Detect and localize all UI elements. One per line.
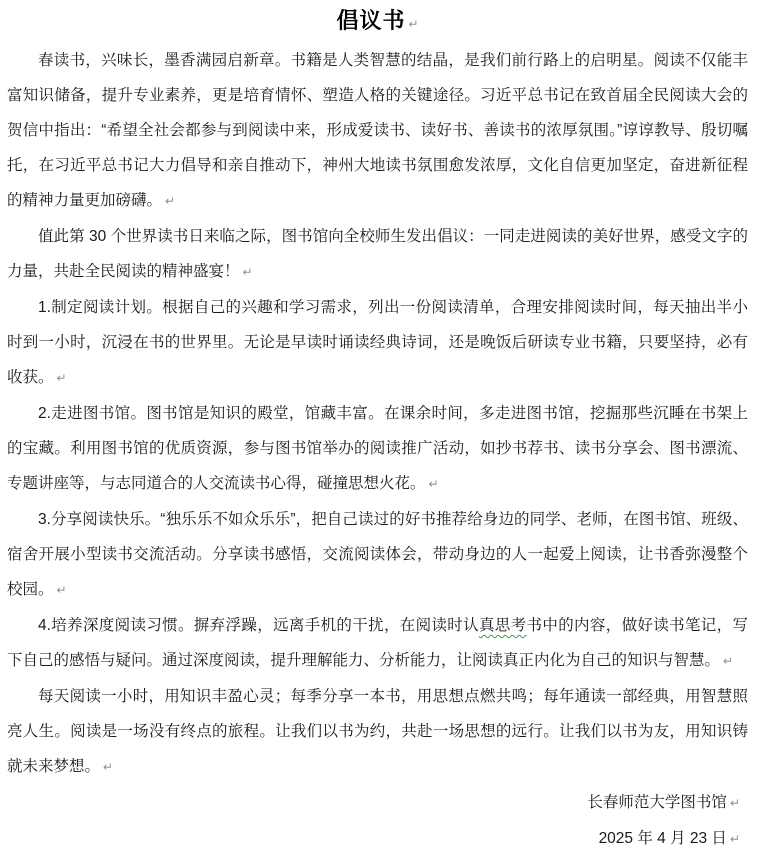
paragraph [7,43,748,219]
paragraph [7,396,748,502]
paragraph-text: 值此第 30 个世界读书日来临之际，图书馆向全校师生发出倡议：一同走进阅读的美好世界，感受文字的力量，共赴全民阅读的精神盛宴！ [7,228,748,280]
signature-line [7,785,748,821]
paragraph-text: 春读书，兴味长，墨香满园启新章。书籍是人类智慧的结晶，是我们前行路上的启明星。阅读不仅能丰富知识储备，提升专业素养，更是培育情怀、塑造人格的关键途径。习近平总书记在致首届全民阅读大会的贺信中指出：“希望全社会都参与到阅读中来，形成爱读书、读好书、善读书的浓厚氛围。”谆谆教导、殷切嘱托，在习近平总书记大力倡导和亲自推动下，神州大地读书氛围愈发浓厚，文化自信更加坚定，奋进新征程的精神力量更加磅礴。 [7,52,748,209]
paragraph-text: 3.分享阅读快乐。“独乐乐不如众乐乐”，把自己读过的好书推荐给身边的同学、老师，在图书馆、班级、宿舍开展小型读书交流活动。分享读书感悟，交流阅读体会，带动身边的人一起爱上阅读，让书香弥漫整个校园。 [7,511,748,598]
paragraph-mark: ↵ [56,371,67,385]
document-body [7,43,748,785]
date-line [7,821,748,857]
paragraph [7,219,748,290]
date-text: 2025 年 4 月 23 日 [598,830,727,847]
paragraph-text: 2.走进图书馆。图书馆是知识的殿堂，馆藏丰富。在课余时间，多走进图书馆，挖掘那些沉睡在书架上的宝藏。利用图书馆的优质资源，参与图书馆举办的阅读推广活动，如抄书荐书、读书分享会、图书漂流、专题讲座等，与志同道合的人交流读书心得，碰撞思想火花。 [7,405,748,492]
grammar-check-underlined-text: 真思考 [479,617,527,634]
signature-text: 长春师范大学图书馆 [587,794,727,811]
paragraph-mark: ↵ [242,265,253,279]
paragraph-text: 每天阅读一小时，用知识丰盈心灵；每季分享一本书，用思想点燃共鸣；每年通读一部经典，用智慧照亮人生。阅读是一场没有终点的旅程。让我们以书为约，共赴一场思想的远行。让我们以书为友，用知识铸就未来梦想。 [7,688,748,775]
paragraph-mark: ↵ [56,583,67,597]
paragraph-text: 1.制定阅读计划。根据自己的兴趣和学习需求，列出一份阅读清单，合理安排阅读时间，每天抽出半小时到一小时，沉浸在书的世界里。无论是早读时诵读经典诗词，还是晚饭后研读专业书籍，只要坚持，必有收获。 [7,299,748,386]
document-title-line [7,2,748,43]
paragraph-text: 4.培养深度阅读习惯。摒弃浮躁，远离手机的干扰，在阅读时认 [38,617,479,634]
paragraph-mark: ↵ [729,832,740,846]
paragraph-mark: ↵ [408,17,419,31]
paragraph [7,608,748,679]
paragraph-text: 书中的内容，做好读书笔记，写下自己的感悟与疑问。通过深度阅读，提升理解能力、分析能力，让阅读真正内化为自己的知识与智慧。 [7,617,748,669]
paragraph-mark: ↵ [103,760,114,774]
paragraph [7,502,748,608]
paragraph-mark: ↵ [428,477,439,491]
paragraph-mark: ↵ [723,654,734,668]
paragraph [7,290,748,396]
paragraph [7,679,748,785]
document-title: 倡议书 [336,8,406,33]
paragraph-mark: ↵ [165,194,176,208]
paragraph-mark: ↵ [729,796,740,810]
